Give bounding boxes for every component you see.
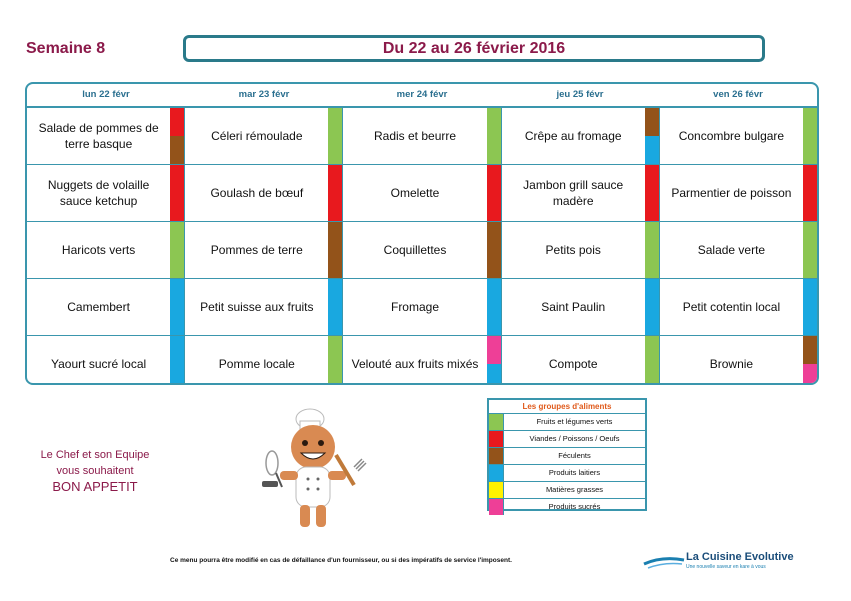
- food-group-color-segment: [803, 108, 817, 164]
- food-group-color-segment: [487, 108, 501, 164]
- logo-tagline: Une nouvelle saveur en kare à vous: [686, 564, 766, 570]
- legend-item: [489, 431, 645, 448]
- dish-name: Omelette: [390, 186, 440, 200]
- chef-message-line1: Le Chef et son Equipe: [40, 449, 150, 461]
- dish-name: Salade de pommes de terre basque: [38, 121, 159, 151]
- dish-name: Parmentier de poisson: [671, 186, 792, 200]
- menu-row: [27, 108, 817, 165]
- day-header: lun 22 févr: [82, 89, 130, 100]
- menu-table: [25, 82, 819, 385]
- dish-name: Pommes de terre: [210, 243, 303, 257]
- food-group-color-segment: [645, 165, 659, 221]
- dish-name: Compote: [548, 357, 598, 371]
- dish-name: Petits pois: [545, 243, 601, 257]
- dish-name: Jambon grill sauce madère: [523, 178, 624, 208]
- food-group-color-bar: [487, 279, 501, 335]
- menu-cell: [502, 108, 660, 164]
- food-group-color-bar: [170, 108, 184, 164]
- dish-name: Céleri rémoulade: [211, 129, 303, 143]
- menu-cell: [185, 165, 343, 221]
- legend-item: [489, 482, 645, 499]
- food-group-color-bar: [645, 108, 659, 164]
- menu-cell: [343, 165, 501, 221]
- dish-name: Fromage: [390, 300, 440, 314]
- chef-message-line3: BON APPETIT: [52, 479, 138, 494]
- legend-rows: [489, 414, 645, 515]
- food-group-color-segment: [803, 364, 817, 385]
- legend-color-swatch: [489, 465, 504, 481]
- menu-cell: [185, 222, 343, 278]
- menu-disclaimer: Ce menu pourra être modifié en cas de défaillance d'un fournisseur, ou si des impératifs de service l'imposent.: [170, 557, 512, 564]
- food-group-color-segment: [803, 165, 817, 221]
- menu-cell: [660, 108, 817, 164]
- menu-cell: [343, 336, 501, 385]
- day-header: jeu 25 févr: [556, 89, 604, 100]
- menu-cell: [27, 165, 185, 221]
- food-group-color-bar: [645, 279, 659, 335]
- food-group-color-bar: [170, 222, 184, 278]
- menu-cell: [502, 165, 660, 221]
- food-group-color-bar: [645, 165, 659, 221]
- food-group-color-bar: [170, 165, 184, 221]
- legend-item-label: Viandes / Poissons / Oeufs: [529, 434, 620, 443]
- legend-item: [489, 465, 645, 482]
- dish-name: Nuggets de volaille sauce ketchup: [47, 178, 150, 208]
- food-group-color-bar: [487, 108, 501, 164]
- legend-item: [489, 414, 645, 431]
- legend-color-swatch: [489, 414, 504, 430]
- logo-swoosh-icon: [642, 548, 686, 572]
- legend-item: [489, 499, 645, 515]
- dish-name: Yaourt sucré local: [51, 357, 147, 371]
- food-group-color-segment: [328, 222, 342, 278]
- menu-row: [27, 336, 817, 385]
- legend-item: [489, 448, 645, 465]
- menu-row: [27, 279, 817, 336]
- food-group-color-segment: [328, 336, 342, 385]
- food-group-color-bar: [170, 279, 184, 335]
- menu-cell: [343, 279, 501, 335]
- dish-name: Concombre bulgare: [678, 129, 785, 143]
- menu-rows: [27, 108, 817, 385]
- food-group-color-segment: [645, 108, 659, 136]
- food-group-color-segment: [803, 222, 817, 278]
- legend-item-label: Produits sucrés: [548, 502, 601, 511]
- day-header: mar 23 févr: [238, 89, 290, 100]
- company-logo: [642, 548, 792, 572]
- legend-color-swatch: [489, 482, 504, 498]
- menu-cell: [660, 165, 817, 221]
- food-group-color-segment: [328, 279, 342, 335]
- legend-color-swatch: [489, 431, 504, 447]
- day-header: ven 26 févr: [713, 89, 763, 100]
- chef-message-line2: vous souhaitent: [56, 465, 134, 477]
- dish-name: Pomme locale: [218, 357, 295, 371]
- dish-name: Crêpe au fromage: [524, 129, 622, 143]
- food-group-color-bar: [645, 222, 659, 278]
- food-group-color-segment: [170, 336, 184, 385]
- food-group-color-segment: [645, 279, 659, 335]
- food-group-color-bar: [803, 279, 817, 335]
- menu-cell: [343, 222, 501, 278]
- food-group-color-segment: [170, 136, 184, 164]
- food-group-color-segment: [803, 336, 817, 364]
- food-group-color-segment: [170, 165, 184, 221]
- food-group-color-bar: [487, 336, 501, 385]
- date-range-text: Du 22 au 26 février 2016: [382, 39, 566, 57]
- food-group-color-bar: [487, 222, 501, 278]
- food-group-color-bar: [328, 222, 342, 278]
- dish-name: Camembert: [67, 300, 130, 314]
- dish-name: Radis et beurre: [373, 129, 457, 143]
- menu-cell: [27, 336, 185, 385]
- menu-cell: [27, 222, 185, 278]
- food-group-color-segment: [328, 165, 342, 221]
- food-group-color-bar: [803, 222, 817, 278]
- legend-item-label: Féculents: [558, 451, 591, 460]
- menu-row: [27, 165, 817, 222]
- legend-item-label: Produits laitiers: [548, 468, 601, 477]
- dish-name: Salade verte: [697, 243, 766, 257]
- food-group-color-segment: [645, 222, 659, 278]
- food-group-color-segment: [487, 279, 501, 335]
- menu-cell: [27, 108, 185, 164]
- food-groups-legend: [487, 398, 647, 511]
- food-group-color-bar: [487, 165, 501, 221]
- day-header: mer 24 févr: [396, 89, 448, 100]
- food-group-color-segment: [328, 108, 342, 164]
- food-group-color-bar: [328, 336, 342, 385]
- food-group-color-segment: [645, 136, 659, 164]
- food-group-color-segment: [487, 165, 501, 221]
- dish-name: Petit suisse aux fruits: [200, 300, 314, 314]
- food-group-color-segment: [170, 108, 184, 136]
- legend-item-label: Matières grasses: [545, 485, 604, 494]
- legend-color-swatch: [489, 499, 504, 515]
- food-group-color-segment: [170, 279, 184, 335]
- legend-item-label: Fruits et légumes verts: [536, 417, 613, 426]
- menu-cell: [502, 336, 660, 385]
- dish-name: Coquillettes: [383, 243, 447, 257]
- legend-color-swatch: [489, 448, 504, 464]
- menu-cell: [185, 108, 343, 164]
- chef-gingerbread-illustration: [258, 405, 368, 533]
- legend-title: Les groupes d'aliments: [489, 400, 645, 414]
- week-label: Semaine 8: [26, 40, 106, 57]
- food-group-color-segment: [487, 222, 501, 278]
- menu-cell: [660, 279, 817, 335]
- chef-message: [35, 447, 155, 495]
- menu-cell: [185, 279, 343, 335]
- food-group-color-bar: [170, 336, 184, 385]
- food-group-color-segment: [170, 222, 184, 278]
- menu-row: [27, 222, 817, 279]
- food-group-color-segment: [645, 336, 659, 385]
- dish-name: Goulash de bœuf: [210, 186, 304, 200]
- food-group-color-bar: [803, 165, 817, 221]
- dish-name: Velouté aux fruits mixés: [351, 357, 479, 371]
- food-group-color-bar: [328, 108, 342, 164]
- food-group-color-bar: [803, 336, 817, 385]
- menu-cell: [185, 336, 343, 385]
- food-group-color-bar: [645, 336, 659, 385]
- menu-cell: [502, 222, 660, 278]
- dish-name: Brownie: [709, 357, 754, 371]
- food-group-color-segment: [487, 336, 501, 364]
- food-group-color-bar: [328, 165, 342, 221]
- food-group-color-segment: [803, 279, 817, 335]
- day-header-row: [27, 84, 817, 108]
- date-range-banner: [183, 35, 765, 62]
- food-group-color-bar: [328, 279, 342, 335]
- logo-name: La Cuisine Evolutive: [686, 551, 794, 563]
- food-group-color-bar: [803, 108, 817, 164]
- menu-cell: [660, 336, 817, 385]
- menu-cell: [343, 108, 501, 164]
- menu-cell: [660, 222, 817, 278]
- food-group-color-segment: [487, 364, 501, 385]
- dish-name: Petit cotentin local: [682, 300, 781, 314]
- menu-cell: [27, 279, 185, 335]
- dish-name: Saint Paulin: [541, 300, 606, 314]
- dish-name: Haricots verts: [61, 243, 136, 257]
- menu-cell: [502, 279, 660, 335]
